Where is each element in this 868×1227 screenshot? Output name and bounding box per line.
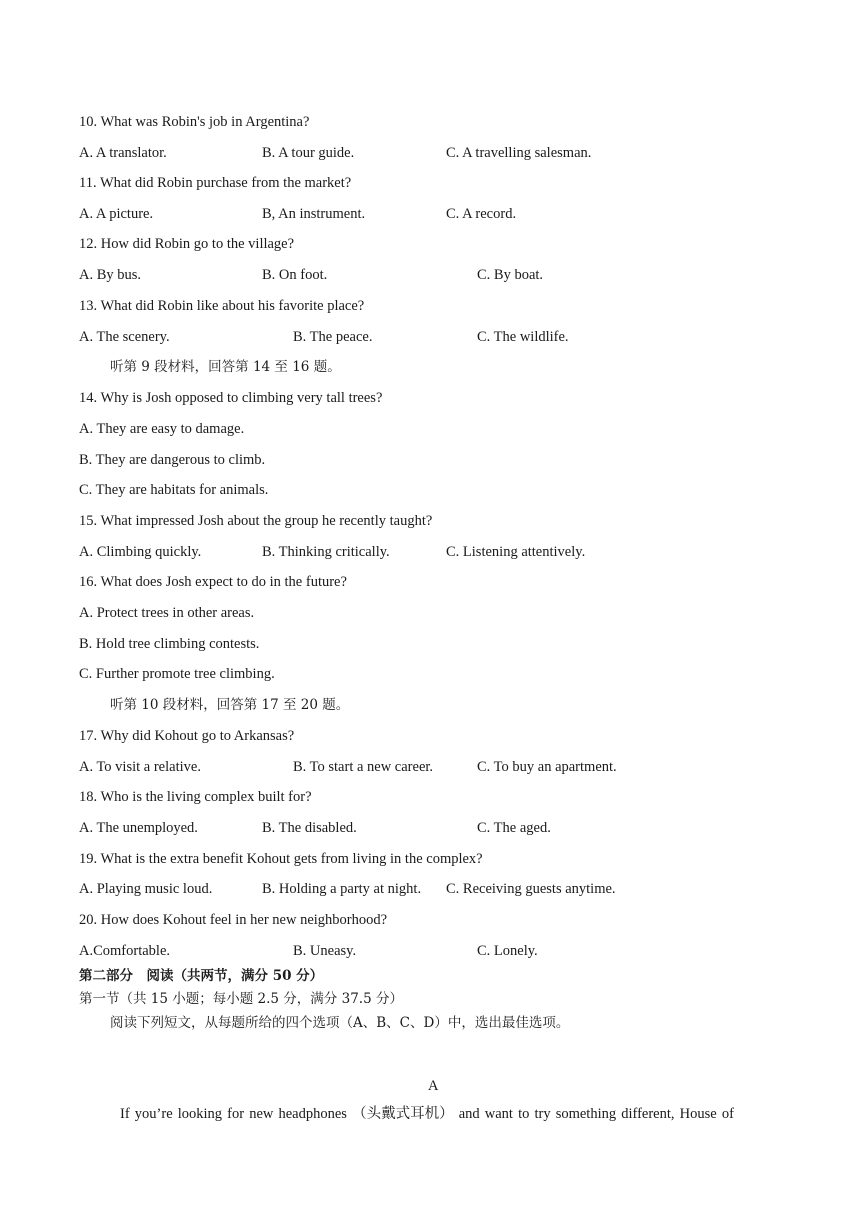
question-11-stem: 11. What did Robin purchase from the market? [79,175,352,191]
question-20-option-a: A.Comfortable. [79,943,171,959]
question-18-stem: 18. Who is the living complex built for? [79,789,312,805]
question-12-option-b: B. On foot. [262,267,328,283]
question-15-option-a: A. Climbing quickly. [79,544,202,560]
question-20-stem: 20. How does Kohout feel in her new neighborhood? [79,912,388,928]
question-14-stem: 14. Why is Josh opposed to climbing very tall trees? [79,390,383,406]
question-14-option-c: C. They are habitats for animals. [79,482,269,498]
question-11-option-c: C. A record. [446,206,517,222]
question-12-option-a: A. By bus. [79,267,142,283]
question-13-option-a: A. The scenery. [79,329,170,345]
question-17-option-c: C. To buy an apartment. [477,759,617,775]
question-10-stem: 10. What was Robin's job in Argentina? [79,114,310,130]
question-13-option-b: B. The peace. [293,329,373,345]
question-19-option-a: A. Playing music loud. [79,881,213,897]
question-15-option-b: B. Thinking critically. [262,544,390,560]
question-13-option-c: C. The wildlife. [477,329,569,345]
question-12-option-c: C. By boat. [477,267,544,283]
question-15-stem: 15. What impressed Josh about the group he recently taught? [79,513,433,529]
part-2-heading: 第二部分 阅读（共两节，满分 50 分） [79,968,324,984]
question-16-option-b: B. Hold tree climbing contests. [79,636,260,652]
question-19-option-c: C. Receiving guests anytime. [446,881,616,897]
question-17-option-a: A. To visit a relative. [79,759,201,775]
question-12-stem: 12. How did Robin go to the village? [79,236,295,252]
question-13-stem: 13. What did Robin like about his favorite place? [79,298,365,314]
question-15-option-c: C. Listening attentively. [446,544,586,560]
question-16-stem: 16. What does Josh expect to do in the future? [79,574,347,590]
question-17-option-b: B. To start a new career. [293,759,434,775]
question-14-option-a: A. They are easy to damage. [79,421,245,437]
question-17-stem: 17. Why did Kohout go to Arkansas? [79,728,295,744]
question-10-option-b: B. A tour guide. [262,145,355,161]
question-20-option-c: C. Lonely. [477,943,538,959]
question-16-option-c: C. Further promote tree climbing. [79,666,275,682]
question-19-stem: 19. What is the extra benefit Kohout gets from living in the complex? [79,851,483,867]
listening-instruction-material-9: 听第 9 段材料，回答第 14 至 16 题。 [110,359,341,375]
question-18-option-a: A. The unemployed. [79,820,198,836]
listening-instruction-material-10: 听第 10 段材料，回答第 17 至 20 题。 [110,697,350,713]
question-10-option-c: C. A travelling salesman. [446,145,592,161]
question-16-option-a: A. Protect trees in other areas. [79,605,255,621]
passage-label: A [428,1078,439,1094]
question-14-option-b: B. They are dangerous to climb. [79,452,266,468]
question-19-option-b: B. Holding a party at night. [262,881,422,897]
question-10-option-a: A. A translator. [79,145,167,161]
question-11-option-a: A. A picture. [79,206,154,222]
reading-direction: 阅读下列短文，从每题所给的四个选项（A、B、C、D）中，选出最佳选项。 [110,1015,570,1031]
question-18-option-c: C. The aged. [477,820,551,836]
question-20-option-b: B. Uneasy. [293,943,357,959]
question-11-option-b: B, An instrument. [262,206,366,222]
question-18-option-b: B. The disabled. [262,820,357,836]
passage-first-line: If you’re looking for new headphones （头戴式耳机） and want to try something different, House of [120,1106,734,1122]
section-1-heading: 第一节（共 15 小题；每小题 2.5 分，满分 37.5 分） [79,991,403,1007]
